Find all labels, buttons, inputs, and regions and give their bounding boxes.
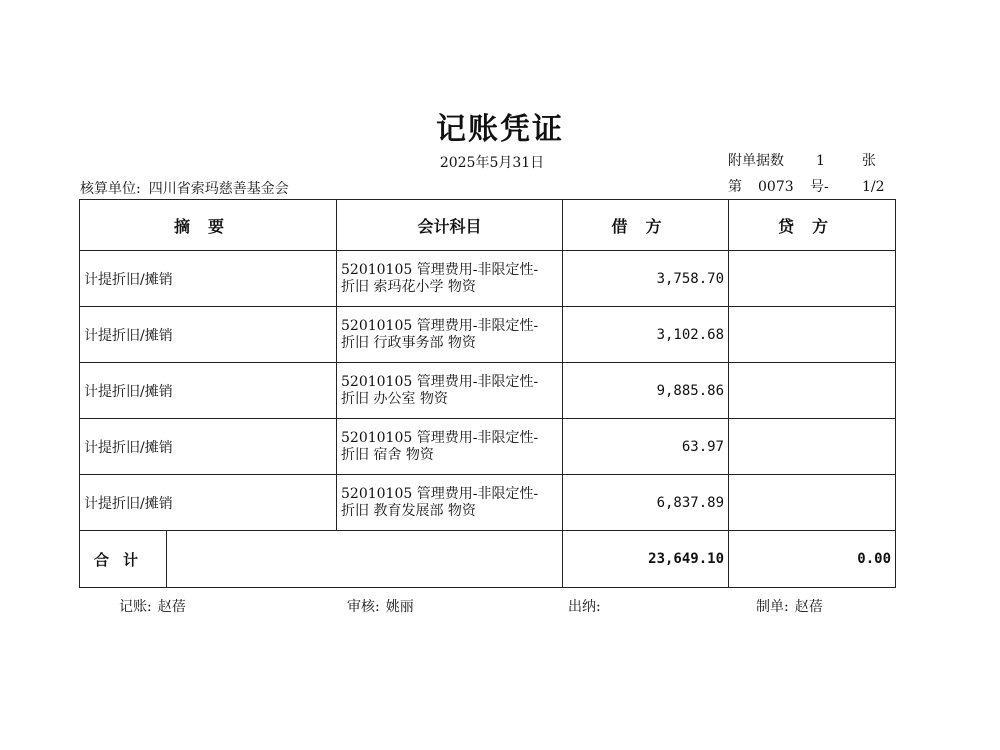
- total-credit: 0.00: [729, 531, 896, 588]
- attachment-label: 附单据数: [728, 153, 784, 169]
- bookkeeper-label: 记账:: [119, 599, 152, 615]
- voucher-title: 记账凭证: [436, 112, 564, 147]
- signature-cashier: [568, 596, 607, 616]
- signature-bookkeeper: [119, 596, 186, 616]
- voucher-table: [79, 199, 896, 588]
- row-credit: [729, 419, 896, 475]
- row-debit: 6,837.89: [563, 475, 729, 531]
- row-summary: 计提折旧/摊销: [80, 363, 337, 419]
- row-account-line2: 折旧 行政事务部 物资: [341, 334, 476, 351]
- row-account-line1: 52010105 管理费用-非限定性-: [341, 485, 539, 502]
- header-account: 会计科目: [337, 200, 563, 251]
- table-row: [80, 307, 896, 363]
- row-debit: 3,758.70: [563, 251, 729, 307]
- row-account-line1: 52010105 管理费用-非限定性-: [341, 429, 539, 446]
- header-summary: 摘要: [80, 200, 337, 251]
- header-credit: 贷方: [729, 200, 896, 251]
- row-debit: 63.97: [563, 419, 729, 475]
- attachment-count: [728, 150, 893, 170]
- row-account-line1: 52010105 管理费用-非限定性-: [341, 317, 539, 334]
- row-debit: 3,102.68: [563, 307, 729, 363]
- reviewer-label: 审核:: [347, 599, 380, 615]
- cashier-label: 出纳:: [568, 599, 601, 615]
- bookkeeper-name: 赵蓓: [157, 599, 186, 615]
- header-debit: 借方: [563, 200, 729, 251]
- total-blank: [167, 531, 563, 588]
- total-label: 合计: [80, 531, 167, 588]
- voucher-number: [728, 176, 898, 196]
- row-summary: 计提折旧/摊销: [80, 307, 337, 363]
- total-row: [80, 531, 896, 588]
- table-row: [80, 475, 896, 531]
- voucher-page: 1/2: [862, 179, 885, 195]
- voucher-number-value: 0073: [758, 179, 794, 195]
- row-account: [337, 419, 563, 475]
- table-row: [80, 251, 896, 307]
- row-account: [337, 251, 563, 307]
- accounting-unit-label: 核算单位:: [80, 181, 141, 197]
- row-account-line1: 52010105 管理费用-非限定性-: [341, 373, 539, 390]
- signature-reviewer: [347, 596, 414, 616]
- row-credit: [729, 251, 896, 307]
- row-account: [337, 307, 563, 363]
- attachment-unit: 张: [862, 153, 876, 169]
- row-account: [337, 363, 563, 419]
- row-account-line2: 折旧 索玛花小学 物资: [341, 278, 476, 295]
- accounting-unit: [80, 178, 289, 198]
- accounting-unit-name: 四川省索玛慈善基金会: [148, 181, 289, 197]
- row-credit: [729, 363, 896, 419]
- signature-preparer: [756, 596, 823, 616]
- attachment-number: 1: [816, 153, 825, 169]
- reviewer-name: 姚丽: [385, 599, 414, 615]
- row-summary: 计提折旧/摊销: [80, 475, 337, 531]
- row-credit: [729, 475, 896, 531]
- row-summary: 计提折旧/摊销: [80, 419, 337, 475]
- row-credit: [729, 307, 896, 363]
- row-account-line2: 折旧 宿舍 物资: [341, 446, 434, 463]
- table-row: [80, 363, 896, 419]
- table-row: [80, 419, 896, 475]
- row-account-line2: 折旧 教育发展部 物资: [341, 502, 476, 519]
- row-account-line1: 52010105 管理费用-非限定性-: [341, 261, 539, 278]
- voucher-number-suffix: 号-: [810, 179, 829, 195]
- row-account-line2: 折旧 办公室 物资: [341, 390, 448, 407]
- voucher-number-prefix: 第: [728, 179, 742, 195]
- row-debit: 9,885.86: [563, 363, 729, 419]
- preparer-name: 赵蓓: [794, 599, 823, 615]
- row-summary: 计提折旧/摊销: [80, 251, 337, 307]
- voucher-date: 2025年5月31日: [439, 155, 545, 171]
- row-account: [337, 475, 563, 531]
- total-debit: 23,649.10: [563, 531, 729, 588]
- preparer-label: 制单:: [756, 599, 789, 615]
